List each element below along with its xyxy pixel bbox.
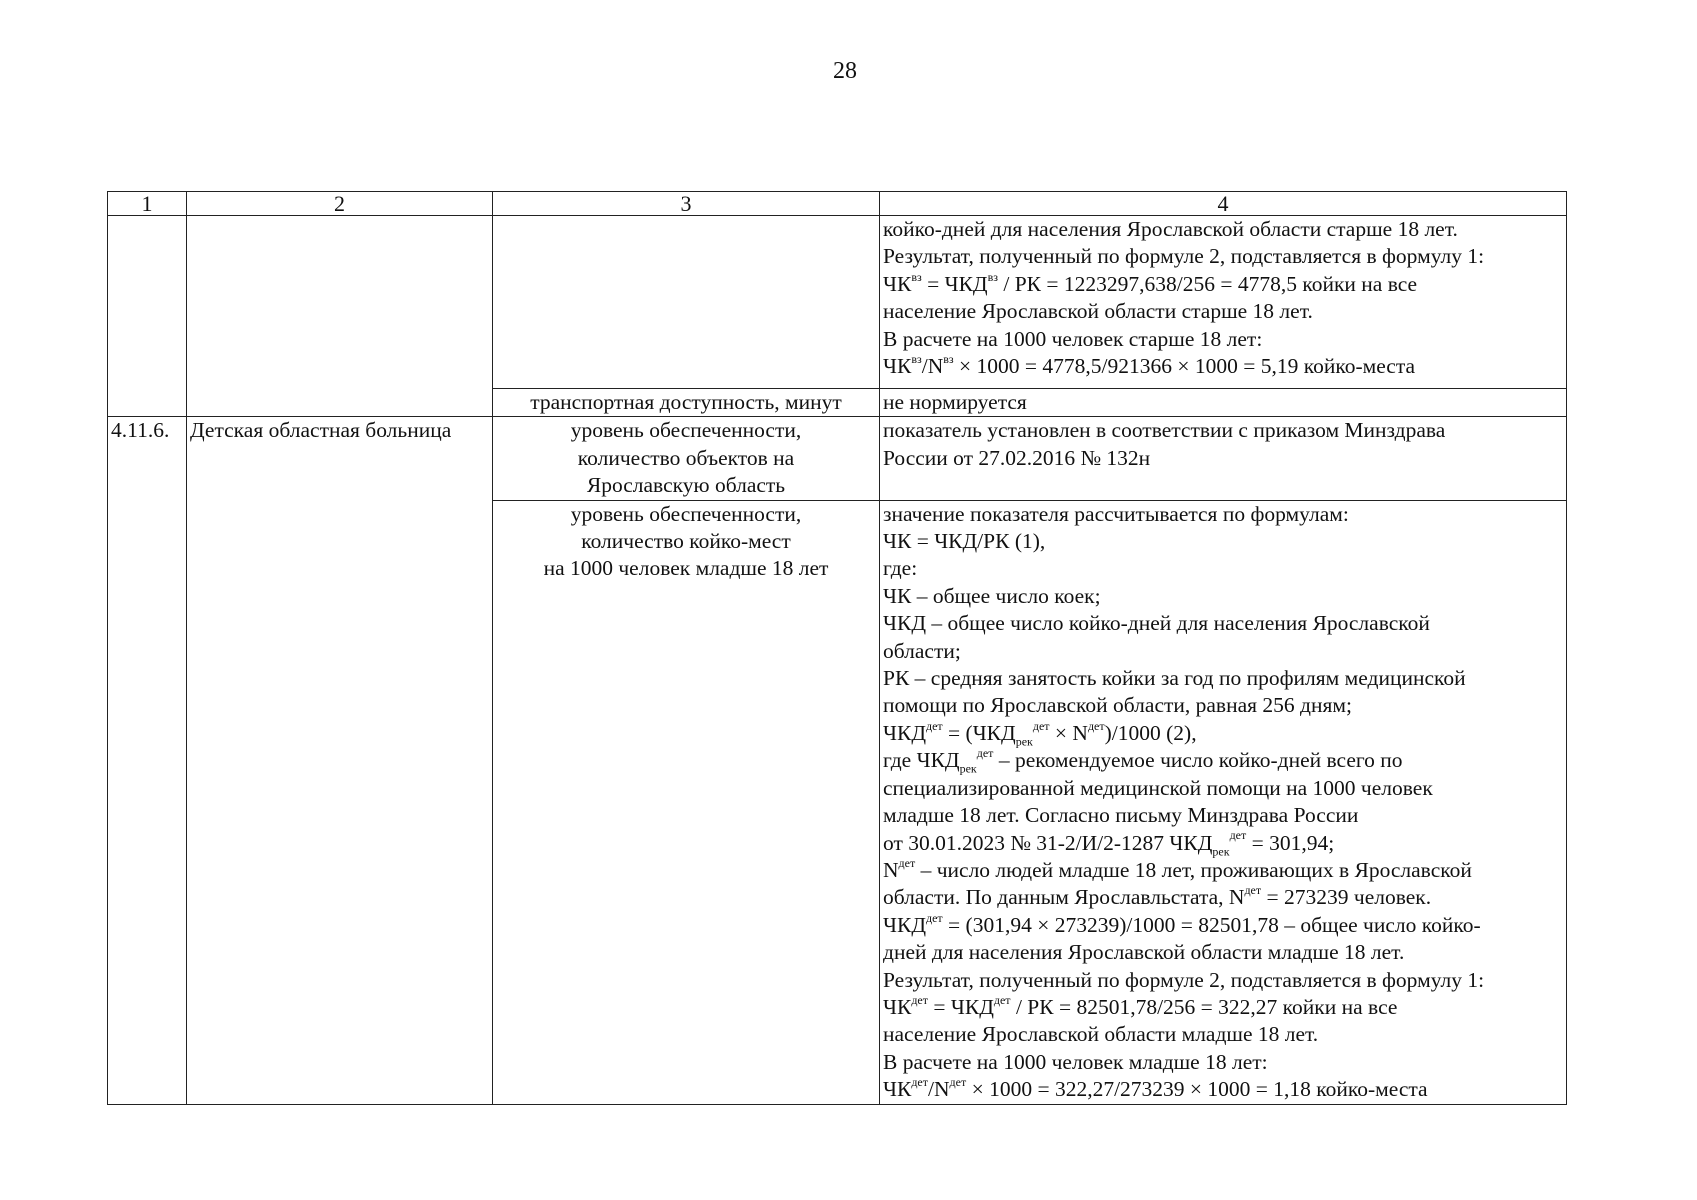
- header-col-4: 4: [880, 192, 1567, 216]
- text-line: помощи по Ярославской области, равная 256 дням;: [883, 693, 1352, 718]
- table-header-row: [108, 192, 1567, 216]
- beds-indicator: уровень обеспеченности, количество койко-мест на 1000 человек младше 18 лет: [493, 500, 880, 1104]
- text-line: ЧК – общее число коек;: [883, 583, 1101, 608]
- row-a-col2: [187, 216, 493, 417]
- header-col-2: 2: [187, 192, 493, 216]
- text-line: РК – средняя занятость койки за год по профилям медицинской: [883, 666, 1466, 691]
- text-line: население Ярославской области младше 18 лет.: [883, 1022, 1319, 1047]
- formula-line: $ЧК^{дет}/N^{дет} \times 1000 = 322,27/273239 \times 1000 = 1,18$ койко-места: [883, 1075, 1428, 1102]
- text-line: специализированной медицинской помощи на 1000 человек: [883, 775, 1433, 800]
- text-line: койко-дней для населения Ярославской области старше 18 лет.: [883, 217, 1458, 241]
- row-a-col1: [108, 216, 187, 417]
- text-line: В расчете на 1000 человек младше 18 лет:: [883, 1049, 1268, 1074]
- text-line: ЧКД – общее число койко-дней для населения Ярославской: [883, 611, 1430, 636]
- formula-line: области. По данным Ярославльстата, $N^{дет} = 273239$ человек.: [883, 883, 1432, 910]
- table-row-continuation: [108, 216, 1567, 389]
- formula-line: от 30.01.2023 № 31-2/И/2-1287 $ЧКД_{рек}^{дет} = 301,94$;: [883, 828, 1335, 858]
- transport-indicator: транспортная доступность, минут: [493, 389, 880, 417]
- page-number: 28: [833, 58, 857, 84]
- formula-line: $ЧК^{вз}/N^{вз} \times 1000 = 4778,5/921366 \times 1000 = 5,19$ койко-места: [883, 351, 1416, 379]
- table-row-children-hospital: [108, 417, 1567, 500]
- formula-line: $N^{дет}$ – число людей младше 18 лет, проживающих в Ярославской: [883, 855, 1472, 882]
- text-line: население Ярославской области старше 18 лет.: [883, 299, 1313, 324]
- formula-line: $ЧКД^{дет} = (ЧКД_{рек}^{дет} \times N^{дет})/1000$ (2),: [883, 718, 1197, 749]
- formula-line: $ЧК^{вз} = ЧКД^{вз}$ / РК = 1223297,638/256 = 4778,5 койки на все: [883, 269, 1418, 296]
- text-line: В расчете на 1000 человек старше 18 лет:: [883, 326, 1263, 351]
- objects-value: показатель установлен в соответствии с приказом Минздрава России от 27.02.2016 № 132н: [880, 417, 1567, 500]
- formula-line: $ЧКД^{дет} = (301,94 \times 273239)/1000 = 82501,78$ – общее число койко-: [883, 910, 1481, 937]
- text-line: области;: [883, 638, 961, 663]
- row-a-indicator-text: [880, 216, 1567, 389]
- facility-name: Детская областная больница: [187, 417, 493, 1104]
- text-line: ЧК = ЧКД/РК (1),: [883, 529, 1046, 554]
- objects-indicator: уровень обеспеченности, количество объектов на Ярославскую область: [493, 417, 880, 500]
- item-number: 4.11.6.: [108, 417, 187, 1104]
- text-line: Результат, полученный по формуле 2, подставляется в формулу 1:: [883, 244, 1485, 269]
- standards-table: [107, 191, 1567, 1105]
- text-line: дней для населения Ярославской области младше 18 лет.: [883, 940, 1405, 965]
- beds-calculation-text: [880, 500, 1567, 1104]
- text-line: где:: [883, 556, 918, 581]
- text-line: младше 18 лет. Согласно письму Минздрава России: [883, 803, 1359, 828]
- formula-line: $ЧК^{дет} = ЧКД^{дет}$ / РК = 82501,78/256 = 322,27 койки на все: [883, 992, 1398, 1019]
- text-line: Результат, полученный по формуле 2, подставляется в формулу 1:: [883, 967, 1485, 992]
- text-line: значение показателя рассчитывается по формулам:: [883, 501, 1349, 526]
- transport-value: не нормируется: [880, 389, 1567, 417]
- formula-line: где $ЧКД_{рек}^{дет}$ – рекомендуемое число койко-дней всего по: [883, 746, 1403, 776]
- header-col-1: 1: [108, 192, 187, 216]
- header-col-3: 3: [493, 192, 880, 216]
- row-a-col3: [493, 216, 880, 389]
